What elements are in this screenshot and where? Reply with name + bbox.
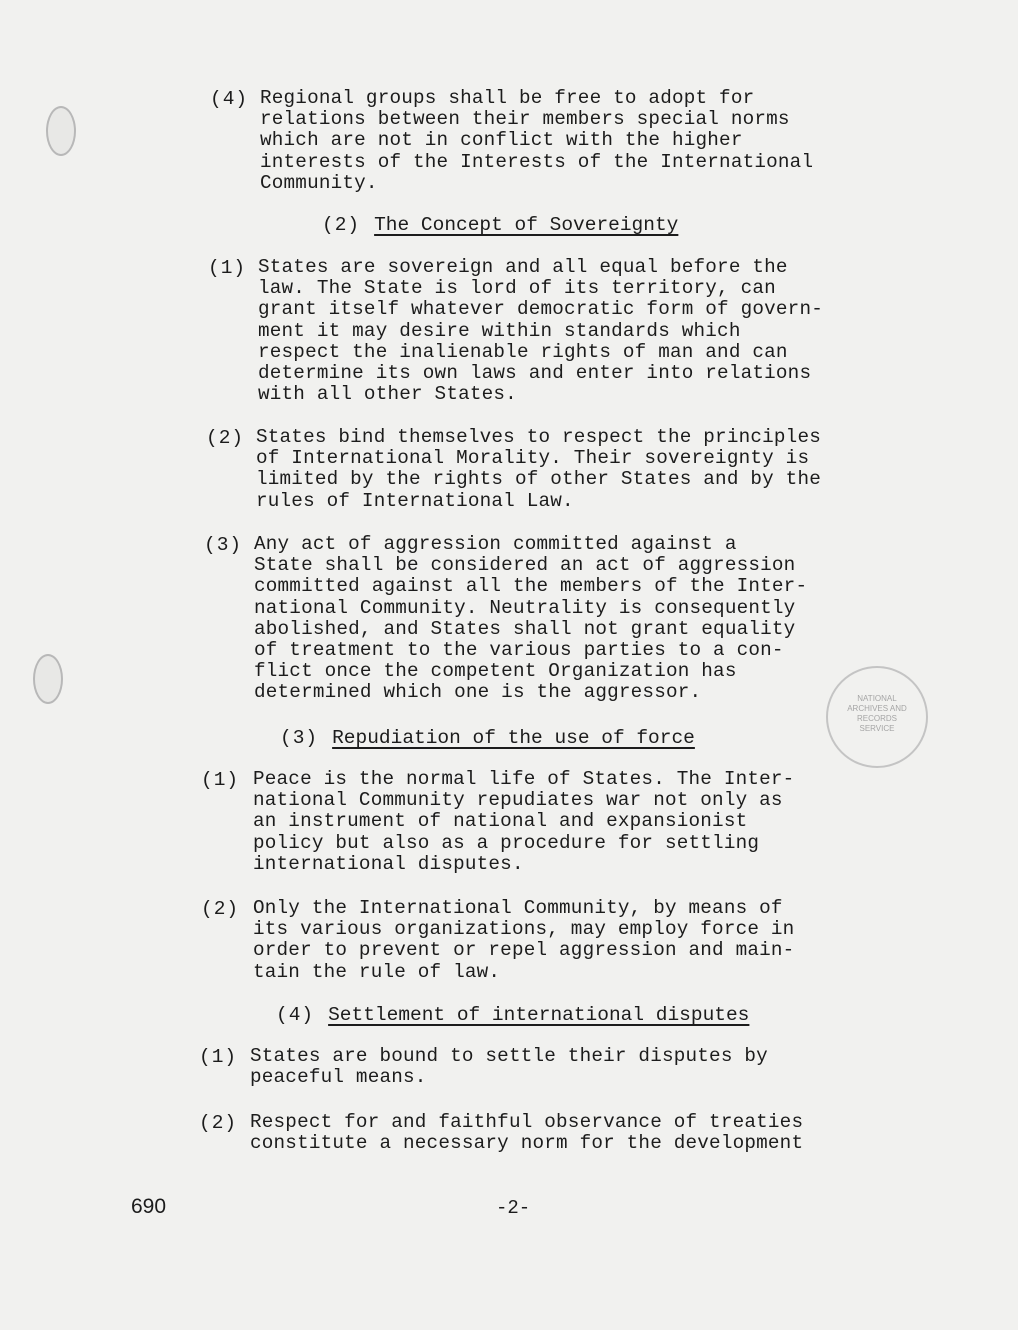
binder-hole bbox=[33, 654, 63, 704]
paragraph-line: peaceful means. bbox=[250, 1066, 427, 1089]
paragraph-number: (4) bbox=[210, 88, 249, 110]
paragraph-number: (2) bbox=[201, 898, 240, 920]
paragraph bbox=[201, 769, 794, 875]
paragraph bbox=[199, 1112, 803, 1154]
paragraph-line: States are sovereign and all equal before the bbox=[258, 256, 788, 278]
paragraph bbox=[201, 898, 794, 983]
paragraph-line: an instrument of national and expansionist bbox=[253, 810, 748, 833]
paragraph-line: Peace is the normal life of States. The Inter- bbox=[253, 768, 795, 790]
paragraph-line: with all other States. bbox=[258, 383, 517, 406]
paragraph-line: respect the inalienable rights of man and can bbox=[258, 340, 788, 363]
section-number: (2) bbox=[322, 214, 361, 236]
stamp-text: SERVICE bbox=[859, 724, 895, 733]
paragraph-number: (1) bbox=[199, 1046, 238, 1068]
paragraph bbox=[204, 534, 807, 704]
paragraph-line: Community. bbox=[260, 171, 378, 194]
paragraph-line: determine its own laws and enter into relations bbox=[258, 362, 812, 385]
stamp-text: ARCHIVES AND bbox=[847, 704, 907, 713]
paragraph-line: Any act of aggression committed against a bbox=[254, 533, 737, 555]
paragraph-line: national Community. Neutrality is consequently bbox=[254, 596, 796, 619]
section-title: The Concept of Sovereignty bbox=[374, 214, 679, 236]
paragraph bbox=[210, 88, 813, 194]
stamp-text: RECORDS bbox=[856, 714, 897, 723]
paragraph-line: tain the rule of law. bbox=[253, 960, 501, 983]
page-number: -2- bbox=[496, 1197, 531, 1219]
paragraph-line: States bind themselves to respect the principles bbox=[256, 426, 821, 448]
paragraph-line: Regional groups shall be free to adopt for bbox=[260, 87, 755, 109]
stamp-text: NATIONAL bbox=[857, 694, 897, 703]
paragraph bbox=[199, 1046, 768, 1088]
paragraph-line: flict once the competent Organization has bbox=[254, 660, 737, 683]
section-heading bbox=[280, 727, 695, 749]
paragraph-line: which are not in conflict with the higher bbox=[260, 129, 743, 152]
paragraph-line: committed against all the members of the Inter- bbox=[254, 575, 808, 598]
paragraph-number: (1) bbox=[201, 769, 240, 791]
section-heading bbox=[322, 214, 678, 236]
section-title: Settlement of international disputes bbox=[328, 1004, 750, 1026]
section-number: (3) bbox=[280, 727, 319, 749]
paragraph-line: ment it may desire within standards which bbox=[258, 319, 741, 342]
paragraph-line: of treatment to the various parties to a con- bbox=[254, 639, 784, 662]
paragraph-number: (2) bbox=[199, 1112, 238, 1134]
paragraph-line: of International Morality. Their sovereignty is bbox=[256, 447, 810, 470]
paragraph-line: international disputes. bbox=[253, 852, 524, 875]
paragraph-number: (3) bbox=[204, 534, 243, 556]
section-number: (4) bbox=[276, 1004, 315, 1026]
paragraph-number: (1) bbox=[208, 257, 247, 279]
binder-hole bbox=[46, 106, 76, 156]
paragraph-line: Only the International Community, by means of bbox=[253, 897, 783, 919]
section-title: Repudiation of the use of force bbox=[332, 727, 695, 749]
paragraph-line: its various organizations, may employ force in bbox=[253, 918, 795, 941]
paragraph-line: policy but also as a procedure for settling bbox=[253, 831, 760, 854]
paragraph-line: abolished, and States shall not grant equality bbox=[254, 617, 796, 640]
section-heading bbox=[276, 1004, 749, 1026]
paragraph-line: States are bound to settle their disputes by bbox=[250, 1045, 768, 1067]
paragraph-line: national Community repudiates war not only as bbox=[253, 789, 783, 812]
paragraph-line: constitute a necessary norm for the development bbox=[250, 1132, 804, 1155]
document-number: 690 bbox=[131, 1195, 167, 1218]
paragraph-number: (2) bbox=[206, 427, 245, 449]
paragraph-line: rules of International Law. bbox=[256, 489, 574, 512]
paragraph-line: Respect for and faithful observance of treaties bbox=[250, 1111, 804, 1133]
paragraph bbox=[208, 257, 823, 405]
paragraph-line: law. The State is lord of its territory, can bbox=[258, 277, 776, 300]
paragraph-line: limited by the rights of other States and by the bbox=[256, 468, 821, 491]
archive-stamp bbox=[826, 666, 928, 768]
paragraph-line: grant itself whatever democratic form of govern- bbox=[258, 298, 823, 321]
paragraph-line: relations between their members special norms bbox=[260, 108, 790, 131]
paragraph-line: interests of the Interests of the International bbox=[260, 150, 814, 173]
paragraph-line: order to prevent or repel aggression and main- bbox=[253, 939, 795, 962]
paragraph bbox=[206, 427, 821, 512]
paragraph-line: determined which one is the aggressor. bbox=[254, 681, 702, 704]
paragraph-line: State shall be considered an act of aggression bbox=[254, 554, 796, 577]
